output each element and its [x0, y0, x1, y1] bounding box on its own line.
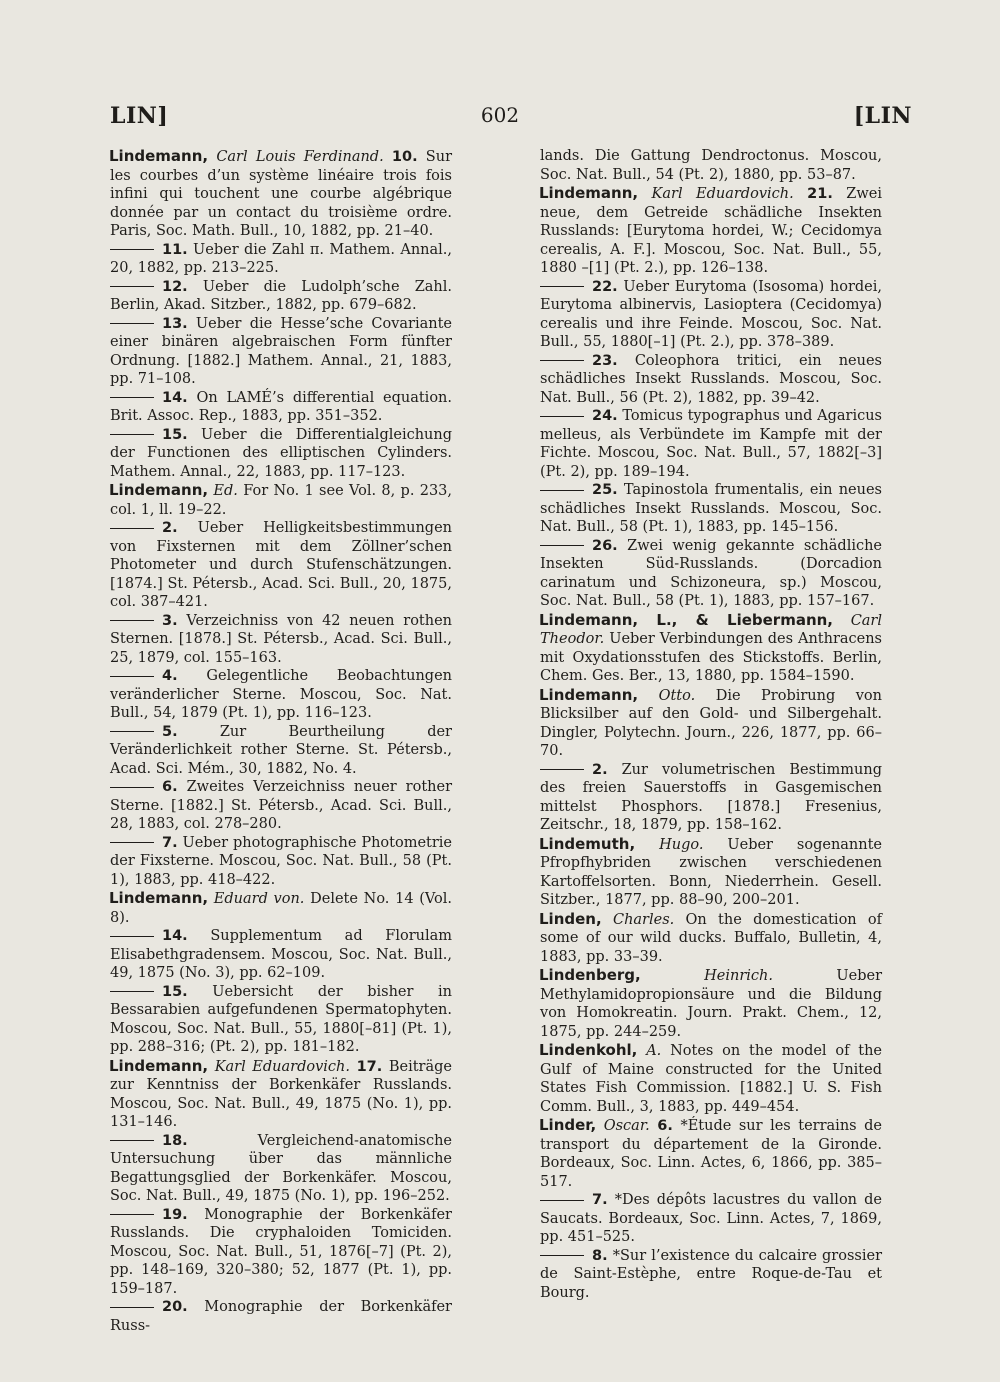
entry-text: *Des dépôts lacustres du vallon de Saucats. Bordeaux, Soc. Linn. Actes, 7, 1869, pp. 451–525. — [540, 1192, 882, 1245]
bibliography-entry — [540, 184, 882, 278]
ditto-dash — [110, 528, 154, 529]
entry-text: Ueber Methylamidopropionsäure und die Bildung von Homokreatin. Journ. Prakt. Chem., 12, 1875, pp. 244–259. — [540, 968, 883, 1040]
bibliography-subentry — [110, 389, 452, 426]
ditto-dash — [540, 416, 584, 417]
author-given-name: A. — [646, 1043, 662, 1059]
bibliography-subentry — [540, 407, 882, 481]
entry-text: Delete No. 14 (Vol. 8). — [110, 891, 452, 926]
ditto-dash — [110, 842, 154, 843]
bibliography-subentry — [110, 241, 452, 278]
header-right-label: [LIN — [853, 103, 912, 129]
bibliography-subentry — [110, 1132, 452, 1206]
ditto-dash — [110, 1140, 154, 1141]
entry-text: lands. Die Gattung Dendroctonus. Moscou, Soc. Nat. Bull., 54 (Pt. 2), 1880, pp. 53–87. — [540, 148, 882, 183]
entry-text: Ueber Eurytoma (Isosoma) hordei, Eurytoma albinervis, Lasioptera (Cecidomya) cerealis und ihre Feinde. Moscou, Soc. Nat. Bull., 55, 1880[–1] (Pt. 2.), pp. 378–389. — [540, 278, 883, 350]
author-given-name: Carl Theodor. — [540, 612, 882, 647]
entry-number: 14. — [162, 389, 188, 406]
entry-text: Verzeichniss von 42 neuen rothen Sternen. [1878.] St. Pétersb., Acad. Sci. Bull., 25, 1879, col. 155–163. — [110, 612, 453, 666]
entry-number: 15. — [162, 983, 188, 1000]
bibliography-subentry — [110, 834, 452, 890]
author-given-name: Otto. — [658, 687, 696, 704]
ditto-dash — [540, 1200, 584, 1201]
entry-text: Zwei wenig gekannte schädliche Insekten Süd-Russlands. (Dorcadion carinatum und Schizoneura, sp.) Moscou, Soc. Nat. Bull., 58 (Pt. 1), 1883, pp. 157–167. — [540, 537, 883, 609]
bibliography-subentry — [540, 352, 882, 408]
entry-text: Tapinostola frumentalis, ein neues schädliches Insekt Russlands. Moscou, Soc. Nat. Bull., 58 (Pt. 1), 1883, pp. 145–156. — [540, 482, 882, 535]
entry-number: 7. — [592, 1192, 608, 1208]
ditto-dash — [540, 490, 584, 491]
author-given-name: Karl Eduardovich. — [651, 186, 794, 202]
bibliography-subentry — [540, 1191, 882, 1247]
ditto-dash — [110, 323, 154, 324]
bibliography-subentry — [110, 1298, 452, 1335]
entry-number: 18. — [162, 1132, 188, 1149]
ditto-dash — [110, 676, 154, 677]
ditto-dash — [540, 286, 584, 287]
author-name: Lindenkohl, — [539, 1041, 638, 1059]
entry-number: 22. — [592, 278, 618, 295]
entry-number: 26. — [592, 537, 618, 554]
entry-number: 2. — [162, 520, 178, 536]
ditto-dash — [110, 397, 154, 398]
entry-number: 11. — [162, 241, 188, 258]
ditto-dash — [110, 731, 154, 732]
ditto-dash — [110, 434, 154, 435]
ditto-dash — [110, 1307, 154, 1308]
entry-text: Coleophora tritici, ein neues schädliches Insekt Russlands. Moscou, Soc. Nat. Bull., 56 (Pt. 2), 1882, pp. 39–42. — [540, 352, 883, 406]
entry-text: Ueber Helligkeitsbestimmungen von Fixsternen mit dem Zöllner’schen Photometer und durch Stufenschätzungen. [1874.] St. Pétersb., Acad. Sci. Bull., 20, 1875, col. 387–421. — [110, 520, 453, 610]
entry-number: 15. — [162, 426, 188, 443]
author-given-name: Heinrich. — [704, 968, 773, 984]
entry-text: Supplementum ad Florulam Elisabethgradensem. Moscou, Soc. Nat. Bull., 49, 1875 (No. 3), pp. 62–109. — [110, 928, 452, 981]
author-name: Lindemann, — [539, 685, 639, 704]
entry-number: 5. — [162, 723, 178, 740]
entry-number: 2. — [592, 761, 608, 778]
ditto-dash — [110, 936, 154, 937]
author-name: Lindemann, — [109, 1056, 209, 1075]
bibliography-entry — [110, 481, 452, 519]
bibliography-continuation — [540, 147, 882, 184]
bibliography-subentry — [540, 1247, 882, 1303]
entry-text: *Sur l’existence du calcaire grossier de Saint-Estèphe, entre Roque-de-Tau et Bourg. — [540, 1247, 883, 1301]
entry-number: 10. — [391, 149, 418, 165]
author-name: Linder, — [539, 1116, 597, 1134]
author-name: Lindemann, L., & Liebermann, — [539, 610, 833, 629]
entry-number: 21. — [807, 186, 833, 202]
entry-number: 17. — [356, 1058, 383, 1075]
author-name: Lindemann, — [109, 147, 209, 165]
entry-text: Monographie der Borkenkäfer Russlands. Die cryphaloiden Tomiciden. Moscou, Soc. Nat. Bull., 51, 1876[–7] (Pt. 2), pp. 148–169, 320–380; 52, 1877 (Pt. 1), pp. 159–187. — [110, 1206, 452, 1297]
entry-number: 25. — [592, 482, 618, 498]
entry-text: On the domestication of some of our wild ducks. Buffalo, Bulletin, 4, 1883, pp. 33–39. — [540, 911, 883, 965]
ditto-dash — [540, 360, 584, 361]
entry-text: Ueber Verbindungen des Anthracens mit Oxydationsstufen des Stickstoffs. Berlin, Chem. Ges. Ber., 13, 1880, pp. 1584–1590. — [540, 631, 883, 684]
author-given-name: Oscar. — [603, 1118, 650, 1134]
entry-number: 3. — [162, 612, 178, 629]
author-name: Lindemann, — [109, 889, 209, 907]
entry-number: 8. — [592, 1247, 608, 1264]
entry-text: Zur volumetrischen Bestimmung des freien Sauerstoffs in Gasgemischen mittelst Phosphors. [1878.] Fresenius, Zeitschr., 18, 1879, pp. 158–162. — [540, 761, 882, 833]
entry-text: Zwei neue, dem Getreide schädliche Insekten Russlands: [Eurytoma hordei, W.; Cecidomya cerealis, A. F.]. Moscou, Soc. Nat. Bull., 55, 1880 –[1] (Pt. 2.), pp. 126–138. — [540, 186, 882, 276]
entry-number: 14. — [162, 928, 188, 944]
page-number: 602 — [480, 103, 520, 127]
bibliography-subentry — [110, 778, 452, 834]
entry-text: Die Probirung von Blicksilber auf den Gold- und Silbergehalt. Dingler, Polytechn. Journ., 226, 1877, pp. 66–70. — [540, 687, 883, 759]
author-given-name: Karl Eduardovich. — [214, 1058, 351, 1075]
bibliography-entry — [540, 1116, 882, 1191]
author-given-name: Charles. — [612, 911, 675, 928]
header-left-label: LIN] — [110, 103, 169, 129]
bibliography-entry — [540, 966, 882, 1041]
entry-text: Zur Beurtheilung der Veränderlichkeit rother Sterne. St. Pétersb., Acad. Sci. Mém., 30, 1882, No. 4. — [110, 723, 452, 777]
entry-text: Ueber sogenannte Pfropfhybriden zwischen verschiedenen Kartoffelsorten. Bonn, Niederrhein. Gesell. Sitzber., 1877, pp. 88–90, 200–201. — [540, 836, 883, 908]
bibliography-subentry — [110, 667, 452, 723]
entry-text: On LAMÉ’s differential equation. Brit. Assoc. Rep., 1883, pp. 351–352. — [110, 389, 452, 424]
bibliography-subentry — [110, 278, 452, 315]
bibliography-subentry — [110, 612, 452, 668]
author-name: Lindemann, — [539, 184, 639, 202]
author-given-name: Eduard von. — [213, 891, 305, 907]
entry-text: Ueber die Ludolph’sche Zahl. Berlin, Akad. Sitzber., 1882, pp. 679–682. — [110, 278, 453, 313]
entry-text: *Étude sur les terrains de transport du département de la Gironde. Bordeaux, Soc. Linn. Actes, 6, 1866, pp. 385–517. — [540, 1118, 882, 1190]
bibliography-entry — [540, 910, 882, 967]
ditto-dash — [110, 249, 154, 250]
entry-text: Monographie der Borkenkäfer Russ- — [110, 1299, 452, 1334]
entry-text: For No. 1 see Vol. 8, p. 233, col. 1, ll. 19–22. — [110, 483, 453, 518]
entry-text: Vergleichend-anatomische Untersuchung über das männliche Begattungsglied der Borkenkäfer. Moscou, Soc. Nat. Bull., 49, 1875 (No. 1), pp. 196–252. — [110, 1132, 452, 1204]
bibliography-subentry — [110, 983, 452, 1057]
bibliography-subentry — [110, 315, 452, 389]
entry-text: Ueber die Differentialgleichung der Functionen des elliptischen Cylinders. Mathem. Annal., 22, 1883, pp. 117–123. — [110, 426, 452, 480]
entry-number: 19. — [162, 1206, 188, 1223]
entry-number: 6. — [657, 1118, 673, 1134]
bibliography-subentry — [540, 278, 882, 352]
ditto-dash — [110, 620, 154, 621]
entry-number: 24. — [592, 408, 618, 424]
ditto-dash — [540, 545, 584, 546]
bibliography-entry — [540, 611, 882, 686]
ditto-dash — [110, 1214, 154, 1215]
author-given-name: Hugo. — [659, 836, 704, 853]
bibliography-subentry — [540, 761, 882, 835]
entry-text: Notes on the model of the Gulf of Maine constructed for the United States Fish Commission. [1882.] U. S. Fish Comm. Bull., 3, 1883, pp. 449–454. — [540, 1043, 883, 1115]
entry-text: Uebersicht der bisher in Bessarabien aufgefundenen Spermatophyten. Moscou, Soc. Nat. Bull., 55, 1880[–81] (Pt. 1), pp. 288–316; (Pt. 2), pp. 181–182. — [110, 983, 452, 1055]
entry-text: Sur les courbes d’un système linéaire trois fois infini qui touchent une courbe algébrique donnée par un contact du troisième ordre. Paris, Soc. Math. Bull., 10, 1882, pp. 21–40. — [110, 149, 453, 239]
ditto-dash — [110, 787, 154, 788]
ditto-dash — [110, 286, 154, 287]
entry-number: 12. — [162, 278, 188, 295]
bibliography-subentry — [110, 723, 452, 779]
bibliography-subentry — [110, 426, 452, 482]
entry-number: 20. — [162, 1299, 188, 1315]
author-name: Linden, — [539, 909, 602, 928]
bibliography-subentry — [540, 537, 882, 611]
bibliography-entry — [540, 686, 882, 761]
entry-number: 7. — [162, 834, 178, 851]
ditto-dash — [540, 769, 584, 770]
entry-number: 13. — [162, 315, 188, 332]
author-given-name: Ed. — [213, 483, 238, 499]
bibliography-subentry — [540, 481, 882, 537]
right-column — [540, 147, 882, 1302]
author-name: Lindemuth, — [539, 834, 636, 853]
entry-number: 23. — [592, 352, 618, 369]
bibliography-subentry — [110, 927, 452, 983]
entry-text: Gelegentliche Beobachtungen veränderlicher Sterne. Moscou, Soc. Nat. Bull., 54, 1879 (Pt. 1), pp. 116–123. — [110, 668, 452, 721]
bibliography-entry — [540, 835, 882, 910]
entry-text: Beiträge zur Kenntniss der Borkenkäfer Russlands. Moscou, Soc. Nat. Bull., 49, 1875 (No. 1), pp. 131–146. — [110, 1058, 452, 1130]
ditto-dash — [110, 991, 154, 992]
bibliography-entry — [110, 889, 452, 927]
bibliography-subentry — [110, 1206, 452, 1299]
entry-number: 6. — [162, 779, 178, 795]
bibliography-subentry — [110, 519, 452, 612]
entry-text: Zweites Verzeichniss neuer rother Sterne. [1882.] St. Pétersb., Acad. Sci. Bull., 28, 1883, col. 278–280. — [110, 779, 453, 832]
author-name: Lindemann, — [109, 481, 209, 499]
bibliography-entry — [540, 1041, 882, 1116]
bibliography-entry — [110, 1057, 452, 1132]
bibliography-entry — [110, 147, 452, 241]
entry-number: 4. — [162, 668, 178, 684]
entry-text: Ueber photographische Photometrie der Fixsterne. Moscou, Soc. Nat. Bull., 58 (Pt. 1), 1883, pp. 418–422. — [110, 834, 453, 888]
ditto-dash — [540, 1255, 584, 1256]
author-given-name: Carl Louis Ferdinand. — [216, 149, 384, 165]
running-header — [0, 103, 1000, 133]
author-name: Lindenberg, — [539, 966, 641, 984]
entry-text: Ueber die Hesse’sche Covariante einer binären algebraischen Form fünfter Ordnung. [1882.] Mathem. Annal., 21, 1883, pp. 71–108. — [110, 315, 452, 387]
left-column — [110, 147, 452, 1335]
entry-text: Tomicus typographus und Agaricus melleus, als Verbündete im Kampfe mit der Fichte. Moscou, Soc. Nat. Bull., 57, 1882[–3] (Pt. 2), pp. 189–194. — [540, 408, 882, 480]
entry-text: Ueber die Zahl π. Mathem. Annal., 20, 1882, pp. 213–225. — [110, 241, 452, 276]
